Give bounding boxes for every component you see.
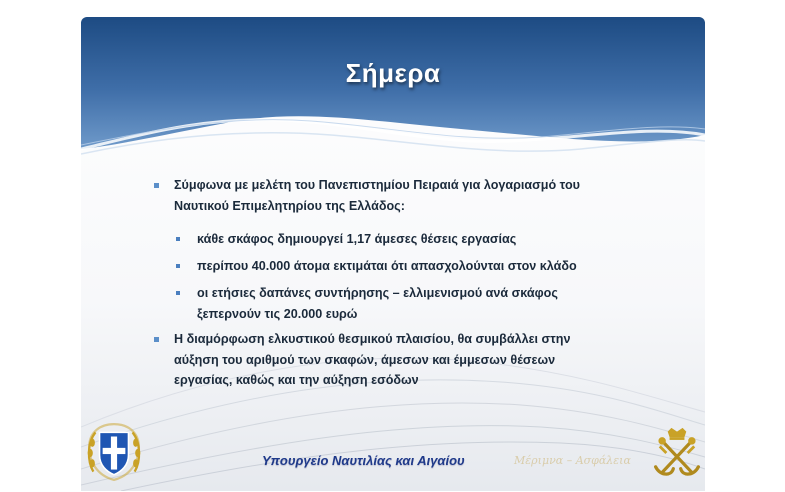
- sub-bullet-marker: [176, 291, 180, 295]
- bullet-line: Η διαμόρφωση ελκυστικού θεσμικού πλαισίου, θα συμβάλλει στην: [174, 332, 571, 346]
- sub-bullet-item: [197, 229, 669, 250]
- bullet-line: κάθε σκάφος δημιουργεί 1,17 άμεσες θέσεις εργασίας: [197, 232, 517, 246]
- footer-watermark: Μέριμνα – Ασφάλεια: [514, 454, 631, 467]
- presentation-slide: [81, 17, 705, 491]
- greek-coat-of-arms-icon: [83, 420, 145, 484]
- bullet-line: Σύμφωνα με μελέτη του Πανεπιστημίου Πειραιά για λογαριασμό του: [174, 178, 580, 192]
- bullet-line: οι ετήσιες δαπάνες συντήρησης – ελλιμενισμού ανά σκάφος: [197, 286, 558, 300]
- sub-bullet-item: [197, 256, 669, 277]
- slide-title: Σήμερα: [345, 58, 441, 88]
- sub-bullet-item: [197, 283, 669, 324]
- bullet-item: [174, 175, 669, 216]
- ministry-footer: Υπουργείο Ναυτιλίας και Αιγαίου: [262, 453, 465, 468]
- sub-bullet-marker: [176, 264, 180, 268]
- bullet-marker: [154, 337, 159, 342]
- bullet-marker: [154, 183, 159, 188]
- sub-bullet-marker: [176, 237, 180, 241]
- anchors-crown-emblem-icon: [651, 425, 703, 479]
- bullet-line: ξεπερνούν τις 20.000 ευρώ: [197, 306, 358, 321]
- bullet-item: [174, 329, 669, 391]
- bullet-line: αύξηση του αριθμού των σκαφών, άμεσων και έμμεσων θέσεων: [174, 352, 556, 367]
- bullet-line: Ναυτικού Επιμελητηρίου της Ελλάδος:: [174, 198, 405, 213]
- bullet-line: εργασίας, καθώς και την αύξηση εσόδων: [174, 373, 419, 387]
- bullet-list: [81, 17, 705, 491]
- bullet-line: περίπου 40.000 άτομα εκτιμάται ότι απασχολούνται στον κλάδο: [197, 259, 577, 273]
